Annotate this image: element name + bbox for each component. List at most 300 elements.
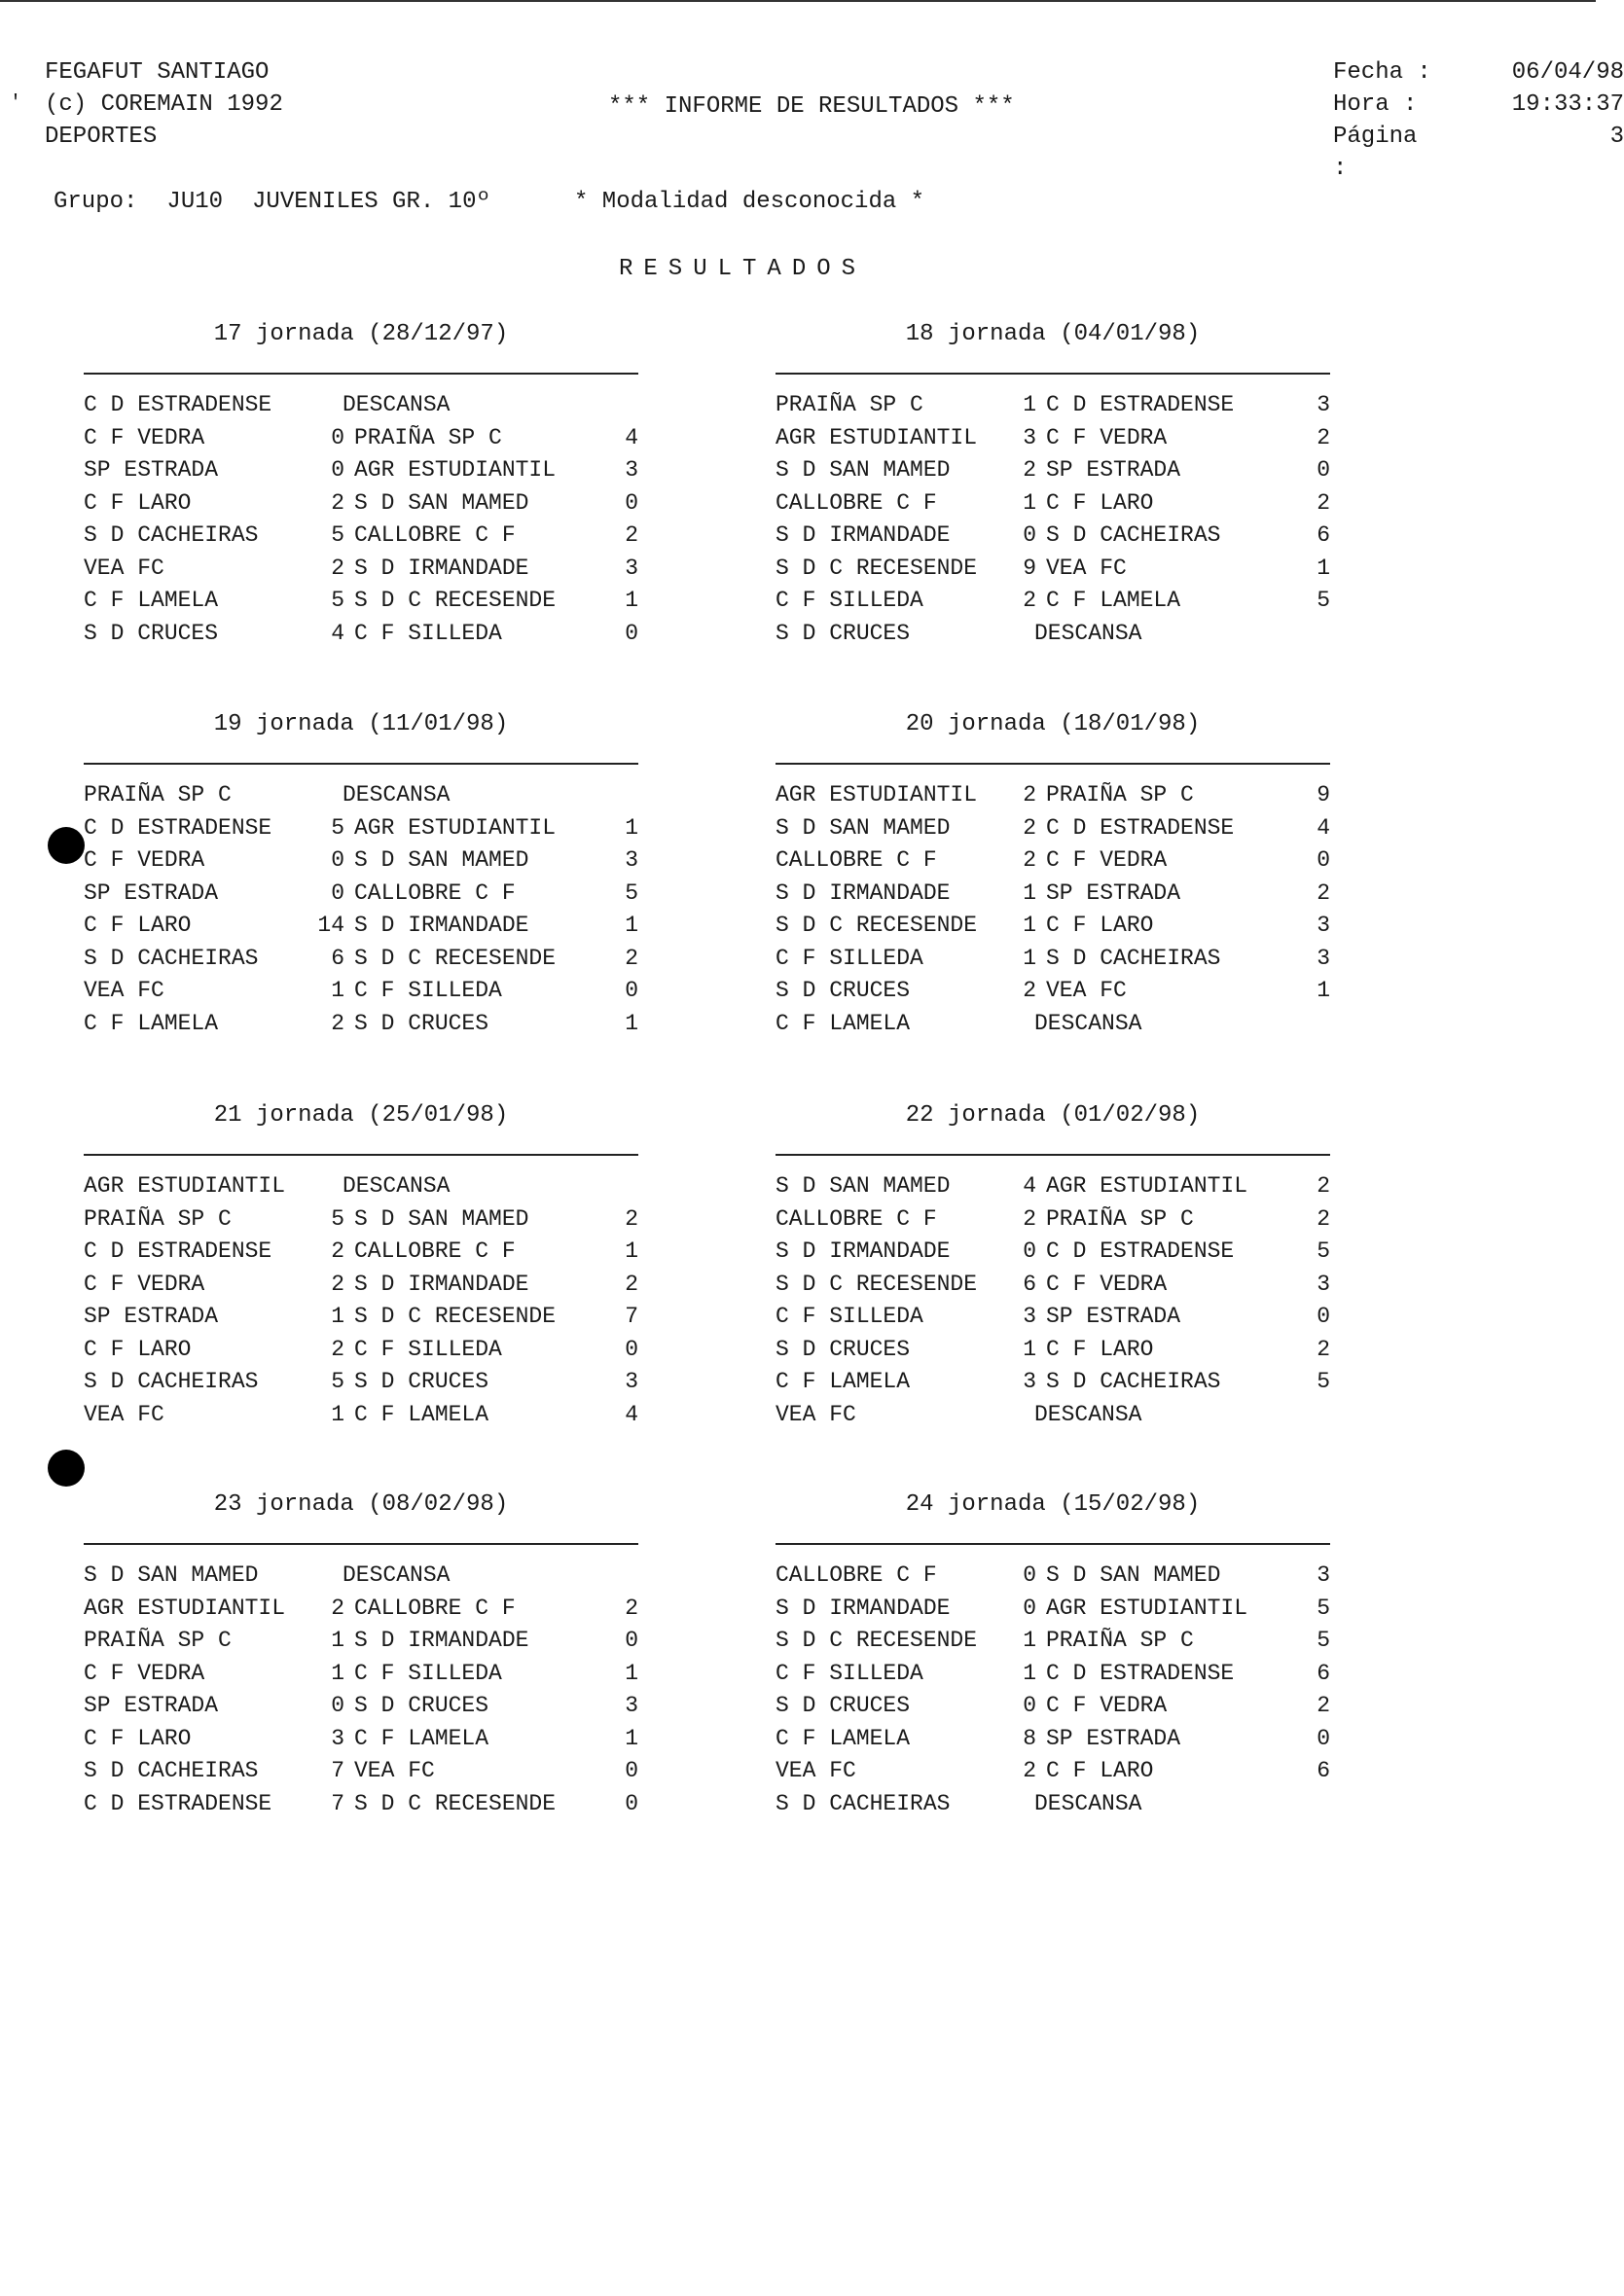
home-team: VEA FC (776, 1401, 856, 1427)
away-score: 6 (1317, 1758, 1330, 1783)
away-score: 2 (1317, 1173, 1330, 1199)
match-row (776, 844, 1330, 878)
match-row (84, 389, 638, 422)
away-score: 2 (625, 522, 638, 548)
away-score: 5 (1317, 1595, 1330, 1621)
home-score: 0 (1023, 522, 1036, 548)
match-row (84, 812, 638, 845)
home-team: CALLOBRE C F (776, 489, 937, 516)
match-row (776, 1334, 1330, 1367)
away-team: S D IRMANDADE (354, 1628, 529, 1653)
away-score: 0 (1317, 847, 1330, 873)
home-team: S D C RECESENDE (776, 1628, 978, 1653)
match-row (84, 520, 638, 553)
home-score: 1 (331, 1401, 344, 1427)
away-team: AGR ESTUDIANTIL (1046, 1173, 1248, 1199)
home-team: AGR ESTUDIANTIL (776, 782, 978, 807)
home-score: 1 (331, 1660, 344, 1686)
match-row (776, 1625, 1330, 1658)
home-score: 0 (1023, 1693, 1036, 1718)
match-list (84, 389, 638, 650)
match-row (776, 1170, 1330, 1203)
away-team: C F SILLEDA (354, 1660, 502, 1686)
away-score: 2 (1317, 424, 1330, 450)
home-team: C F LARO (84, 1336, 192, 1362)
home-team: S D CRUCES (776, 1693, 911, 1718)
home-score: 6 (331, 945, 344, 971)
away-score: 1 (625, 1725, 638, 1751)
away-score: 3 (1317, 913, 1330, 938)
jornada-rule (84, 1543, 638, 1545)
match-row (776, 779, 1330, 812)
match-row (776, 1593, 1330, 1626)
match-row (84, 1593, 638, 1626)
home-team: C F LARO (84, 913, 192, 938)
home-score: 1 (1023, 913, 1036, 938)
home-team: CALLOBRE C F (776, 1562, 937, 1588)
home-score: 0 (1023, 1238, 1036, 1264)
page-label: Página : (1333, 124, 1418, 182)
home-team: S D SAN MAMED (776, 1173, 951, 1199)
match-row (84, 1203, 638, 1237)
match-row (84, 878, 638, 911)
rest-label: DESCANSA (1034, 1790, 1142, 1816)
home-score: 2 (331, 1010, 344, 1036)
home-team: C F LAMELA (776, 1725, 911, 1751)
match-row (776, 1755, 1330, 1788)
away-team: C D ESTRADENSE (1046, 814, 1235, 841)
jornada-rule (776, 763, 1330, 765)
home-team: C F SILLEDA (776, 945, 923, 971)
time-line (1333, 89, 1624, 121)
home-team: C F LARO (84, 1725, 192, 1751)
match-row (84, 1334, 638, 1367)
jornada-rule (84, 1154, 638, 1156)
home-team: C F SILLEDA (776, 588, 923, 613)
group-code: JU10 (166, 189, 224, 215)
match-row (776, 910, 1330, 943)
away-score: 2 (1317, 1205, 1330, 1232)
home-team: S D IRMANDADE (776, 522, 951, 548)
away-team: PRAIÑA SP C (1046, 1205, 1194, 1232)
away-team: C F LAMELA (1046, 588, 1181, 613)
home-score: 0 (331, 457, 344, 483)
away-score: 9 (1317, 782, 1330, 807)
home-score: 3 (1023, 424, 1036, 450)
match-list (776, 1170, 1330, 1431)
home-team: C F VEDRA (84, 424, 205, 450)
home-score: 2 (331, 1595, 344, 1621)
match-row (776, 812, 1330, 845)
away-team: C F VEDRA (1046, 424, 1168, 450)
home-team: C F SILLEDA (776, 1304, 923, 1329)
org-line: FEGAFUT SANTIAGO (45, 59, 270, 86)
home-team: S D C RECESENDE (776, 913, 978, 938)
home-score: 0 (331, 424, 344, 450)
home-team: C F LAMELA (776, 1010, 911, 1036)
match-row (84, 1236, 638, 1269)
home-score: 9 (1023, 555, 1036, 581)
home-team: C F LAMELA (776, 1369, 911, 1394)
home-team: C F LARO (84, 489, 192, 516)
home-score: 1 (331, 1304, 344, 1329)
home-team: S D CACHEIRAS (84, 1369, 259, 1394)
home-score: 1 (1023, 489, 1036, 516)
home-team: VEA FC (776, 1758, 856, 1783)
home-score: 5 (331, 814, 344, 841)
home-score: 1 (1023, 392, 1036, 417)
match-row (776, 1366, 1330, 1399)
away-team: C F LAMELA (354, 1725, 489, 1751)
away-team: CALLOBRE C F (354, 1595, 516, 1621)
away-team: SP ESTRADA (1046, 879, 1181, 906)
jornada-title: 18 jornada (04/01/98) (905, 321, 1201, 347)
away-team: AGR ESTUDIANTIL (354, 814, 557, 841)
match-row (776, 454, 1330, 487)
organization-header (45, 56, 283, 153)
away-score: 0 (1317, 457, 1330, 483)
away-score: 2 (625, 1271, 638, 1297)
away-score: 3 (1317, 1271, 1330, 1297)
away-score: 0 (625, 978, 638, 1003)
match-row (776, 878, 1330, 911)
away-team: S D IRMANDADE (354, 913, 529, 938)
home-team: PRAIÑA SP C (84, 782, 232, 807)
home-team: S D CACHEIRAS (84, 945, 259, 971)
rest-label: DESCANSA (343, 1173, 451, 1199)
match-row (776, 1301, 1330, 1334)
away-score: 1 (625, 1660, 638, 1686)
match-row (776, 1690, 1330, 1723)
away-team: C F VEDRA (1046, 1271, 1168, 1297)
away-team: PRAIÑA SP C (1046, 1628, 1194, 1653)
match-row (84, 779, 638, 812)
away-score: 1 (625, 814, 638, 841)
home-score: 14 (317, 913, 344, 938)
away-team: PRAIÑA SP C (354, 424, 502, 450)
home-score: 2 (1023, 978, 1036, 1003)
home-score: 2 (1023, 588, 1036, 613)
home-team: S D IRMANDADE (776, 1238, 951, 1264)
away-team: VEA FC (354, 1758, 435, 1783)
away-score: 4 (1317, 814, 1330, 841)
match-row (84, 975, 638, 1008)
home-team: S D CACHEIRAS (84, 1758, 259, 1783)
home-team: C F VEDRA (84, 1271, 205, 1297)
home-team: S D CRUCES (84, 620, 219, 646)
away-score: 5 (1317, 1238, 1330, 1264)
home-score: 2 (331, 555, 344, 581)
match-row (776, 1203, 1330, 1237)
home-score: 2 (331, 1238, 344, 1264)
home-score: 6 (1023, 1271, 1036, 1297)
away-score: 6 (1317, 1660, 1330, 1686)
home-team: S D CRUCES (776, 1336, 911, 1362)
rest-label: DESCANSA (1034, 1010, 1142, 1036)
away-score: 3 (625, 847, 638, 873)
match-row (84, 1755, 638, 1788)
away-score: 0 (625, 1336, 638, 1362)
rest-label: DESCANSA (343, 1562, 451, 1588)
away-score: 3 (1317, 1562, 1330, 1588)
home-score: 1 (1023, 1628, 1036, 1653)
home-team: S D CRUCES (776, 620, 911, 646)
away-team: S D CACHEIRAS (1046, 522, 1221, 548)
home-team: S D CACHEIRAS (776, 1790, 951, 1816)
home-team: S D C RECESENDE (776, 555, 978, 581)
jornada-rule (776, 1543, 1330, 1545)
home-score: 2 (1023, 1758, 1036, 1783)
away-score: 3 (625, 555, 638, 581)
away-team: C F LARO (1046, 1758, 1154, 1783)
match-row (84, 943, 638, 976)
home-team: VEA FC (84, 978, 164, 1003)
match-list (84, 1170, 638, 1431)
home-score: 5 (331, 1205, 344, 1232)
home-score: 4 (1023, 1173, 1036, 1199)
home-team: C D ESTRADENSE (84, 1238, 272, 1264)
rest-label: DESCANSA (1034, 1401, 1142, 1427)
away-team: C F LARO (1046, 489, 1154, 516)
home-score: 1 (1023, 1660, 1036, 1686)
match-row (776, 1723, 1330, 1756)
jornada-title: 23 jornada (08/02/98) (213, 1491, 509, 1518)
group-info (54, 189, 520, 215)
section-title: RESULTADOS (619, 256, 867, 282)
away-team: C F LARO (1046, 1336, 1154, 1362)
away-team: C F LAMELA (354, 1401, 489, 1427)
match-list (84, 1560, 638, 1820)
away-team: C F SILLEDA (354, 620, 502, 646)
home-team: S D IRMANDADE (776, 879, 951, 906)
home-score: 5 (331, 1369, 344, 1394)
report-title: *** INFORME DE RESULTADOS *** (608, 93, 1015, 120)
home-team: AGR ESTUDIANTIL (84, 1173, 286, 1199)
away-score: 3 (1317, 945, 1330, 971)
group-label: Grupo: (54, 189, 138, 215)
rest-label: DESCANSA (343, 392, 451, 417)
match-row (84, 1723, 638, 1756)
home-score: 1 (331, 978, 344, 1003)
away-team: S D CRUCES (354, 1010, 489, 1036)
home-score: 0 (1023, 1562, 1036, 1588)
match-row (776, 1788, 1330, 1821)
away-score: 5 (625, 879, 638, 906)
match-row (776, 943, 1330, 976)
away-team: SP ESTRADA (1046, 457, 1181, 483)
date-label: Fecha : (1333, 59, 1431, 86)
match-list (776, 389, 1330, 650)
home-score: 4 (331, 620, 344, 646)
match-row (84, 1399, 638, 1432)
away-score: 1 (625, 588, 638, 613)
home-score: 0 (1023, 1595, 1036, 1621)
time-label: Hora : (1333, 91, 1418, 118)
home-team: PRAIÑA SP C (84, 1628, 232, 1653)
home-team: SP ESTRADA (84, 1693, 219, 1718)
home-team: VEA FC (84, 1401, 164, 1427)
home-team: C D ESTRADENSE (84, 814, 272, 841)
away-score: 2 (625, 945, 638, 971)
away-team: C F SILLEDA (354, 1336, 502, 1362)
away-score: 5 (1317, 588, 1330, 613)
away-team: C F LARO (1046, 913, 1154, 938)
home-score: 2 (1023, 814, 1036, 841)
page-number: 3 (1609, 124, 1624, 150)
date-value: 06/04/98 (1511, 59, 1624, 86)
page-line (1333, 121, 1624, 185)
home-score: 3 (1023, 1369, 1036, 1394)
jornada-rule (776, 373, 1330, 375)
away-team: S D SAN MAMED (1046, 1562, 1221, 1588)
match-row (84, 1301, 638, 1334)
away-team: S D IRMANDADE (354, 555, 529, 581)
rest-label: DESCANSA (1034, 620, 1142, 646)
home-team: CALLOBRE C F (776, 1205, 937, 1232)
match-row (84, 585, 638, 618)
away-score: 2 (625, 1205, 638, 1232)
away-team: PRAIÑA SP C (1046, 782, 1194, 807)
match-row (776, 422, 1330, 455)
match-row (84, 454, 638, 487)
match-row (84, 1269, 638, 1302)
away-score: 7 (625, 1304, 638, 1329)
rest-label: DESCANSA (343, 782, 451, 807)
away-score: 1 (1317, 555, 1330, 581)
home-team: S D IRMANDADE (776, 1595, 951, 1621)
home-team: SP ESTRADA (84, 879, 219, 906)
home-score: 3 (331, 1725, 344, 1751)
away-team: S D C RECESENDE (354, 945, 557, 971)
scan-mark: ′ (10, 92, 22, 115)
away-score: 3 (1317, 392, 1330, 417)
match-row (776, 1008, 1330, 1041)
home-score: 2 (1023, 782, 1036, 807)
home-team: PRAIÑA SP C (84, 1205, 232, 1232)
match-row (776, 1399, 1330, 1432)
home-score: 2 (1023, 847, 1036, 873)
match-row (776, 618, 1330, 651)
time-value: 19:33:37 (1511, 91, 1624, 118)
match-row (84, 1366, 638, 1399)
jornada-title: 22 jornada (01/02/98) (905, 1102, 1201, 1129)
group-name: JUVENILES GR. 10º (252, 189, 490, 215)
away-team: S D CRUCES (354, 1693, 489, 1718)
match-row (84, 1658, 638, 1691)
match-row (84, 1690, 638, 1723)
away-team: S D C RECESENDE (354, 588, 557, 613)
punch-hole (48, 1450, 85, 1487)
home-score: 2 (331, 1271, 344, 1297)
away-team: C F SILLEDA (354, 978, 502, 1003)
match-row (776, 553, 1330, 586)
away-score: 0 (625, 1758, 638, 1783)
report-meta (1333, 56, 1624, 185)
home-score: 2 (1023, 1205, 1036, 1232)
home-team: C F VEDRA (84, 847, 205, 873)
away-team: VEA FC (1046, 978, 1127, 1003)
home-team: AGR ESTUDIANTIL (776, 424, 978, 450)
match-row (776, 520, 1330, 553)
home-score: 2 (1023, 457, 1036, 483)
match-row (776, 1236, 1330, 1269)
jornada-title: 20 jornada (18/01/98) (905, 711, 1201, 737)
match-row (776, 1560, 1330, 1593)
away-team: AGR ESTUDIANTIL (1046, 1595, 1248, 1621)
away-team: SP ESTRADA (1046, 1304, 1181, 1329)
match-row (776, 585, 1330, 618)
home-score: 0 (331, 879, 344, 906)
home-team: C F LAMELA (84, 588, 219, 613)
home-team: VEA FC (84, 555, 164, 581)
home-team: SP ESTRADA (84, 1304, 219, 1329)
date-line (1333, 56, 1624, 89)
away-score: 0 (1317, 1304, 1330, 1329)
jornada-title: 17 jornada (28/12/97) (213, 321, 509, 347)
match-row (84, 1170, 638, 1203)
away-team: S D IRMANDADE (354, 1271, 529, 1297)
away-score: 0 (1317, 1725, 1330, 1751)
match-list (84, 779, 638, 1040)
match-row (84, 1625, 638, 1658)
home-team: C F LAMELA (84, 1010, 219, 1036)
match-row (84, 844, 638, 878)
jornada-title: 24 jornada (15/02/98) (905, 1491, 1201, 1518)
away-score: 1 (625, 913, 638, 938)
match-list (776, 1560, 1330, 1820)
match-row (84, 910, 638, 943)
away-score: 0 (625, 1790, 638, 1816)
home-team: C F SILLEDA (776, 1660, 923, 1686)
home-team: S D SAN MAMED (776, 457, 951, 483)
away-score: 0 (625, 489, 638, 516)
away-team: CALLOBRE C F (354, 1238, 516, 1264)
away-score: 1 (625, 1010, 638, 1036)
home-score: 5 (331, 588, 344, 613)
away-score: 3 (625, 457, 638, 483)
away-score: 1 (625, 1238, 638, 1264)
match-row (84, 487, 638, 520)
home-score: 5 (331, 522, 344, 548)
away-team: AGR ESTUDIANTIL (354, 457, 557, 483)
jornada-rule (84, 763, 638, 765)
away-score: 1 (1317, 978, 1330, 1003)
away-team: C F VEDRA (1046, 1693, 1168, 1718)
away-team: S D C RECESENDE (354, 1304, 557, 1329)
page-top-rule (0, 0, 1596, 2)
away-score: 2 (1317, 1336, 1330, 1362)
home-score: 1 (331, 1628, 344, 1653)
home-score: 8 (1023, 1725, 1036, 1751)
home-score: 7 (331, 1790, 344, 1816)
home-score: 0 (331, 847, 344, 873)
away-score: 2 (1317, 879, 1330, 906)
jornada-title: 21 jornada (25/01/98) (213, 1102, 509, 1129)
match-row (776, 487, 1330, 520)
punch-hole (48, 827, 85, 864)
home-team: S D C RECESENDE (776, 1271, 978, 1297)
home-score: 1 (1023, 1336, 1036, 1362)
home-team: PRAIÑA SP C (776, 392, 923, 417)
away-score: 0 (625, 1628, 638, 1653)
away-score: 5 (1317, 1628, 1330, 1653)
away-team: VEA FC (1046, 555, 1127, 581)
match-row (776, 1658, 1330, 1691)
jornada-title: 19 jornada (11/01/98) (213, 711, 509, 737)
match-row (84, 553, 638, 586)
away-score: 3 (625, 1369, 638, 1394)
away-score: 6 (1317, 522, 1330, 548)
